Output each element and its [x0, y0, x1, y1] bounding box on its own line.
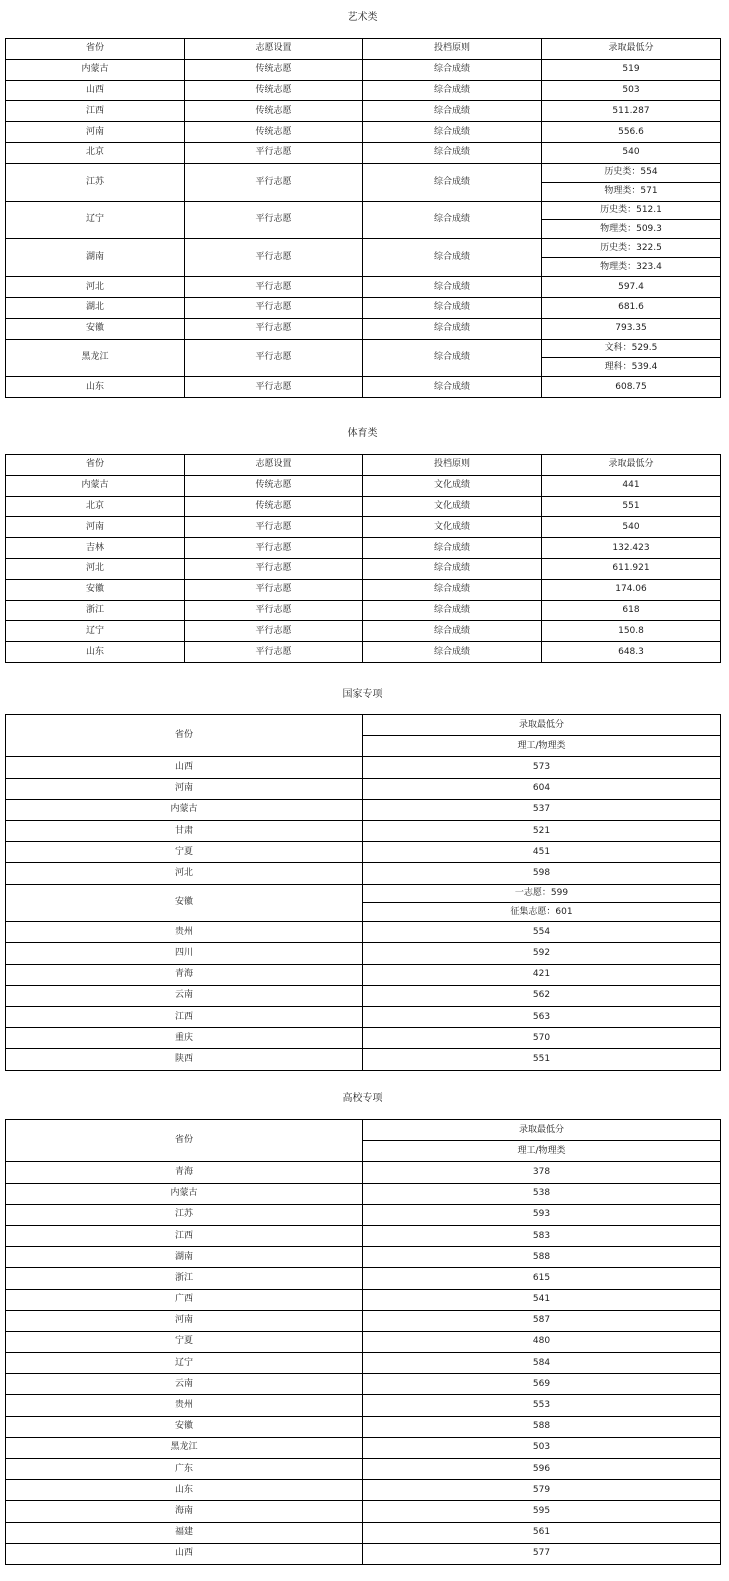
- table-row: [6, 1310, 721, 1331]
- province-cell: 北京: [6, 142, 185, 163]
- principle-cell: 综合成绩: [363, 163, 542, 201]
- principle-cell: 综合成绩: [363, 621, 542, 642]
- province-cell: 黑龙江: [6, 1437, 363, 1458]
- score-cell: 历史类：512.1: [542, 201, 721, 220]
- setting-cell: 传统志愿: [185, 59, 363, 80]
- province-cell: 江西: [6, 1007, 363, 1028]
- score-cell: 551: [542, 496, 721, 517]
- score-cell: 611.921: [542, 558, 721, 579]
- province-cell: 甘肃: [6, 820, 363, 841]
- principle-cell: 综合成绩: [363, 297, 542, 318]
- province-cell: 河南: [6, 122, 185, 143]
- province-cell: 贵州: [6, 1395, 363, 1416]
- principle-cell: 综合成绩: [363, 239, 542, 277]
- table-row: [6, 842, 721, 863]
- province-cell: 贵州: [6, 922, 363, 943]
- score-cell: 573: [363, 757, 721, 778]
- province-cell: 辽宁: [6, 621, 185, 642]
- province-cell: 辽宁: [6, 1353, 363, 1374]
- table-row: [6, 558, 721, 579]
- score-cell: 608.75: [542, 377, 721, 398]
- score-cell: 562: [363, 985, 721, 1006]
- principle-cell: 文化成绩: [363, 517, 542, 538]
- setting-cell: 平行志愿: [185, 600, 363, 621]
- table-row: [6, 1437, 721, 1458]
- table-row: [6, 339, 721, 358]
- province-cell: 内蒙古: [6, 1183, 363, 1204]
- score-cell: 540: [542, 142, 721, 163]
- table-header-row: [6, 455, 721, 476]
- province-cell: 山西: [6, 1543, 363, 1564]
- score-cell: 615: [363, 1268, 721, 1289]
- province-cell: 广东: [6, 1459, 363, 1480]
- table-row: [6, 1289, 721, 1310]
- score-cell: 587: [363, 1310, 721, 1331]
- province-cell: 浙江: [6, 600, 185, 621]
- score-cell: 503: [363, 1437, 721, 1458]
- score-cell: 441: [542, 475, 721, 496]
- table-row: [6, 277, 721, 298]
- province-cell: 北京: [6, 496, 185, 517]
- header-subject: 理工/物理类: [363, 736, 721, 757]
- score-cell: 551: [363, 1049, 721, 1070]
- province-cell: 云南: [6, 985, 363, 1006]
- table-row: [6, 122, 721, 143]
- principle-cell: 综合成绩: [363, 579, 542, 600]
- score-cell: 541: [363, 1289, 721, 1310]
- header-province: 省份: [6, 1120, 363, 1162]
- table-row: [6, 1501, 721, 1522]
- header-province: 省份: [6, 715, 363, 757]
- principle-cell: 综合成绩: [363, 142, 542, 163]
- header-setting: 志愿设置: [185, 455, 363, 476]
- province-cell: 山西: [6, 757, 363, 778]
- table-row: [6, 1543, 721, 1564]
- province-cell: 吉林: [6, 538, 185, 559]
- header-principle: 投档原则: [363, 455, 542, 476]
- table-row: [6, 922, 721, 943]
- score-cell: 598: [363, 863, 721, 884]
- table-row: [6, 142, 721, 163]
- table-row: [6, 1395, 721, 1416]
- principle-cell: 综合成绩: [363, 201, 542, 239]
- setting-cell: 平行志愿: [185, 579, 363, 600]
- principle-cell: 综合成绩: [363, 101, 542, 122]
- province-cell: 宁夏: [6, 842, 363, 863]
- score-cell: 583: [363, 1225, 721, 1246]
- score-cell: 421: [363, 964, 721, 985]
- setting-cell: 平行志愿: [185, 277, 363, 298]
- score-cell: 554: [363, 922, 721, 943]
- setting-cell: 传统志愿: [185, 101, 363, 122]
- score-cell: 595: [363, 1501, 721, 1522]
- header-subject: 理工/物理类: [363, 1141, 721, 1162]
- table-row: [6, 538, 721, 559]
- setting-cell: 平行志愿: [185, 297, 363, 318]
- score-cell: 569: [363, 1374, 721, 1395]
- table-row: [6, 1374, 721, 1395]
- table-row: [6, 1162, 721, 1183]
- province-cell: 湖南: [6, 239, 185, 277]
- table-row: [6, 1007, 721, 1028]
- principle-cell: 综合成绩: [363, 277, 542, 298]
- table-row: [6, 201, 721, 220]
- province-cell: 青海: [6, 1162, 363, 1183]
- province-cell: 湖南: [6, 1247, 363, 1268]
- score-cell: 588: [363, 1247, 721, 1268]
- province-cell: 浙江: [6, 1268, 363, 1289]
- table-row: [6, 1331, 721, 1352]
- score-cell: 563: [363, 1007, 721, 1028]
- score-cell: 521: [363, 820, 721, 841]
- setting-cell: 平行志愿: [185, 642, 363, 663]
- province-cell: 河南: [6, 1310, 363, 1331]
- table-row: [6, 985, 721, 1006]
- table-row: [6, 163, 721, 182]
- province-cell: 青海: [6, 964, 363, 985]
- college-table: [5, 1119, 721, 1565]
- table-row: [6, 820, 721, 841]
- setting-cell: 平行志愿: [185, 142, 363, 163]
- score-cell: 378: [363, 1162, 721, 1183]
- principle-cell: 综合成绩: [363, 558, 542, 579]
- score-cell: 584: [363, 1353, 721, 1374]
- section-title-sport: 体育类: [347, 428, 378, 439]
- score-cell: 604: [363, 778, 721, 799]
- principle-cell: 综合成绩: [363, 339, 542, 377]
- province-cell: 陕西: [6, 1049, 363, 1070]
- province-cell: 江西: [6, 101, 185, 122]
- principle-cell: 综合成绩: [363, 80, 542, 101]
- score-cell: 物理类：571: [542, 182, 721, 201]
- score-cell: 596: [363, 1459, 721, 1480]
- score-cell: 519: [542, 59, 721, 80]
- score-cell: 553: [363, 1395, 721, 1416]
- header-province: 省份: [6, 39, 185, 60]
- table-row: [6, 377, 721, 398]
- table-header-row: [6, 715, 721, 736]
- score-cell: 132.423: [542, 538, 721, 559]
- province-cell: 山西: [6, 80, 185, 101]
- province-cell: 河北: [6, 558, 185, 579]
- province-cell: 安徽: [6, 884, 363, 922]
- setting-cell: 平行志愿: [185, 517, 363, 538]
- province-cell: 江苏: [6, 1204, 363, 1225]
- score-cell: 592: [363, 943, 721, 964]
- sport-table: [5, 454, 721, 663]
- province-cell: 内蒙古: [6, 799, 363, 820]
- header-province: 省份: [6, 455, 185, 476]
- score-cell: 570: [363, 1028, 721, 1049]
- province-cell: 河北: [6, 277, 185, 298]
- table-row: [6, 1225, 721, 1246]
- province-cell: 河北: [6, 863, 363, 884]
- table-row: [6, 1028, 721, 1049]
- score-cell: 648.3: [542, 642, 721, 663]
- table-row: [6, 80, 721, 101]
- score-cell: 物理类：323.4: [542, 258, 721, 277]
- setting-cell: 平行志愿: [185, 239, 363, 277]
- table-row: [6, 1204, 721, 1225]
- table-row: [6, 1416, 721, 1437]
- table-row: [6, 1480, 721, 1501]
- table-row: [6, 579, 721, 600]
- table-row: [6, 778, 721, 799]
- score-cell: 588: [363, 1416, 721, 1437]
- province-cell: 内蒙古: [6, 475, 185, 496]
- table-row: [6, 943, 721, 964]
- section-title-college: 高校专项: [342, 1093, 383, 1104]
- setting-cell: 传统志愿: [185, 122, 363, 143]
- province-cell: 安徽: [6, 1416, 363, 1437]
- province-cell: 山东: [6, 642, 185, 663]
- header-score: 录取最低分: [542, 39, 721, 60]
- province-cell: 福建: [6, 1522, 363, 1543]
- score-cell: 150.8: [542, 621, 721, 642]
- table-row: [6, 239, 721, 258]
- score-cell: 451: [363, 842, 721, 863]
- province-cell: 山东: [6, 377, 185, 398]
- table-row: [6, 757, 721, 778]
- principle-cell: 综合成绩: [363, 122, 542, 143]
- province-cell: 四川: [6, 943, 363, 964]
- table-row: [6, 964, 721, 985]
- score-cell: 文科：529.5: [542, 339, 721, 358]
- score-cell: 503: [542, 80, 721, 101]
- table-row: [6, 318, 721, 339]
- score-cell: 593: [363, 1204, 721, 1225]
- province-cell: 海南: [6, 1501, 363, 1522]
- setting-cell: 传统志愿: [185, 80, 363, 101]
- table-row: [6, 517, 721, 538]
- province-cell: 云南: [6, 1374, 363, 1395]
- table-row: [6, 496, 721, 517]
- table-row: [6, 1459, 721, 1480]
- province-cell: 河南: [6, 778, 363, 799]
- score-cell: 793.35: [542, 318, 721, 339]
- table-row: [6, 621, 721, 642]
- score-cell: 征集志愿：601: [363, 903, 721, 922]
- section-title-art: 艺术类: [347, 12, 378, 23]
- province-cell: 黑龙江: [6, 339, 185, 377]
- setting-cell: 平行志愿: [185, 339, 363, 377]
- table-row: [6, 600, 721, 621]
- principle-cell: 综合成绩: [363, 59, 542, 80]
- province-cell: 江苏: [6, 163, 185, 201]
- score-cell: 历史类：554: [542, 163, 721, 182]
- table-header-row: [6, 1120, 721, 1141]
- province-cell: 安徽: [6, 579, 185, 600]
- header-principle: 投档原则: [363, 39, 542, 60]
- province-cell: 宁夏: [6, 1331, 363, 1352]
- table-row: [6, 475, 721, 496]
- province-cell: 江西: [6, 1225, 363, 1246]
- province-cell: 湖北: [6, 297, 185, 318]
- table-row: [6, 884, 721, 903]
- principle-cell: 综合成绩: [363, 377, 542, 398]
- province-cell: 广西: [6, 1289, 363, 1310]
- score-cell: 561: [363, 1522, 721, 1543]
- table-row: [6, 1247, 721, 1268]
- province-cell: 辽宁: [6, 201, 185, 239]
- table-row: [6, 1268, 721, 1289]
- table-row: [6, 799, 721, 820]
- setting-cell: 平行志愿: [185, 621, 363, 642]
- national-table: [5, 714, 721, 1071]
- score-cell: 556.6: [542, 122, 721, 143]
- score-cell: 577: [363, 1543, 721, 1564]
- principle-cell: 综合成绩: [363, 642, 542, 663]
- score-cell: 618: [542, 600, 721, 621]
- table-row: [6, 1522, 721, 1543]
- header-score: 录取最低分: [363, 1120, 721, 1141]
- setting-cell: 传统志愿: [185, 496, 363, 517]
- table-row: [6, 297, 721, 318]
- score-cell: 174.06: [542, 579, 721, 600]
- setting-cell: 平行志愿: [185, 318, 363, 339]
- province-cell: 河南: [6, 517, 185, 538]
- score-cell: 511.287: [542, 101, 721, 122]
- score-cell: 597.4: [542, 277, 721, 298]
- score-cell: 538: [363, 1183, 721, 1204]
- table-row: [6, 863, 721, 884]
- art-table: [5, 38, 721, 398]
- section-title-national: 国家专项: [342, 689, 383, 700]
- setting-cell: 平行志愿: [185, 201, 363, 239]
- principle-cell: 综合成绩: [363, 318, 542, 339]
- principle-cell: 综合成绩: [363, 600, 542, 621]
- principle-cell: 文化成绩: [363, 496, 542, 517]
- province-cell: 内蒙古: [6, 59, 185, 80]
- province-cell: 山东: [6, 1480, 363, 1501]
- score-cell: 一志愿：599: [363, 884, 721, 903]
- score-cell: 物理类：509.3: [542, 220, 721, 239]
- score-cell: 历史类：322.5: [542, 239, 721, 258]
- table-row: [6, 1183, 721, 1204]
- table-row: [6, 642, 721, 663]
- header-setting: 志愿设置: [185, 39, 363, 60]
- table-row: [6, 1353, 721, 1374]
- score-cell: 540: [542, 517, 721, 538]
- table-header-row: [6, 39, 721, 60]
- score-cell: 579: [363, 1480, 721, 1501]
- header-score: 录取最低分: [363, 715, 721, 736]
- table-row: [6, 1049, 721, 1070]
- province-cell: 重庆: [6, 1028, 363, 1049]
- setting-cell: 平行志愿: [185, 538, 363, 559]
- table-row: [6, 101, 721, 122]
- table-row: [6, 59, 721, 80]
- score-cell: 537: [363, 799, 721, 820]
- principle-cell: 综合成绩: [363, 538, 542, 559]
- setting-cell: 平行志愿: [185, 163, 363, 201]
- setting-cell: 平行志愿: [185, 558, 363, 579]
- score-cell: 理科：539.4: [542, 358, 721, 377]
- setting-cell: 传统志愿: [185, 475, 363, 496]
- setting-cell: 平行志愿: [185, 377, 363, 398]
- header-score: 录取最低分: [542, 455, 721, 476]
- principle-cell: 文化成绩: [363, 475, 542, 496]
- score-cell: 480: [363, 1331, 721, 1352]
- score-cell: 681.6: [542, 297, 721, 318]
- province-cell: 安徽: [6, 318, 185, 339]
